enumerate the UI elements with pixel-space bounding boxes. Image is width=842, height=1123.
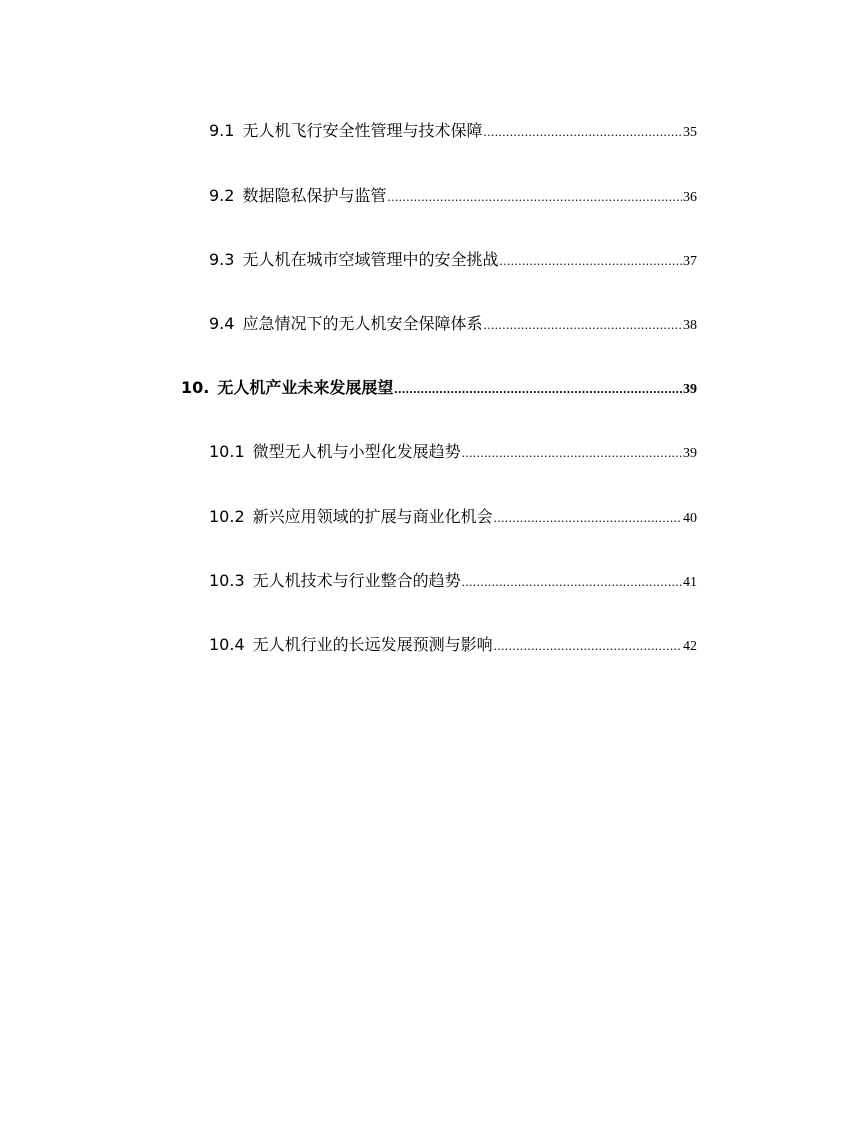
toc-entry-10[interactable] (181, 375, 697, 398)
toc-entry-page-number: 41 (683, 575, 697, 590)
toc-entry-9-1[interactable] (209, 118, 697, 141)
toc-entry-title (209, 632, 493, 655)
toc-entry-title (209, 183, 386, 206)
toc-entry-text: 应急情况下的无人机安全保障体系 (242, 314, 483, 333)
toc-entry-page-number: 42 (683, 639, 697, 654)
toc-entry-number: 9.2 (209, 186, 235, 205)
toc-entry-9-2[interactable] (209, 183, 697, 206)
toc-entry-title (209, 247, 498, 270)
toc-entry-number: 9.3 (209, 250, 235, 269)
toc-entry-text: 无人机行业的长远发展预测与影响 (252, 635, 493, 654)
toc-entry-text: 无人机在城市空域管理中的安全挑战 (242, 250, 499, 269)
toc-entry-text: 微型无人机与小型化发展趋势 (252, 442, 461, 461)
dot-leader (387, 189, 682, 205)
toc-entry-text: 数据隐私保护与监管 (242, 186, 387, 205)
toc-entry-10-3[interactable] (209, 568, 697, 591)
toc-entry-text: 无人机产业未来发展展望 (217, 378, 394, 397)
dot-leader (462, 574, 682, 590)
dot-leader (499, 253, 682, 269)
toc-entry-page-number: 40 (683, 511, 697, 526)
dot-leader (483, 317, 682, 333)
toc-entry-number: 9.1 (209, 121, 235, 140)
dot-leader (483, 124, 682, 140)
toc-entry-10-1[interactable] (209, 439, 697, 462)
toc-entry-text: 无人机技术与行业整合的趋势 (252, 571, 461, 590)
toc-entry-number: 10.4 (209, 635, 245, 654)
toc-entry-number: 10. (181, 378, 210, 397)
toc-entry-text: 无人机飞行安全性管理与技术保障 (242, 121, 483, 140)
toc-entry-10-2[interactable] (209, 504, 697, 527)
toc-entry-page-number: 38 (683, 318, 697, 333)
toc-entry-title (209, 311, 482, 334)
dot-leader (394, 381, 682, 397)
toc-entry-number: 10.2 (209, 507, 245, 526)
dot-leader (494, 510, 682, 526)
toc-entry-number: 10.3 (209, 571, 245, 590)
dot-leader (494, 638, 682, 654)
toc-entry-10-4[interactable] (209, 632, 697, 655)
toc-entry-page-number: 37 (683, 254, 697, 269)
toc-entry-page-number: 36 (683, 190, 697, 205)
toc-entry-title (209, 118, 482, 141)
toc-entry-number: 10.1 (209, 442, 245, 461)
toc-entry-title (209, 568, 461, 591)
toc-entry-title (181, 375, 393, 398)
toc-entry-title (209, 504, 493, 527)
toc-entry-number: 9.4 (209, 314, 235, 333)
toc-entry-page-number: 35 (683, 125, 697, 140)
dot-leader (462, 445, 682, 461)
toc-entry-page-number: 39 (683, 382, 697, 397)
toc-entry-page-number: 39 (683, 446, 697, 461)
toc-entry-9-4[interactable] (209, 311, 697, 334)
toc-entry-title (209, 439, 461, 462)
toc-entry-9-3[interactable] (209, 247, 697, 270)
toc-entry-text: 新兴应用领域的扩展与商业化机会 (252, 507, 493, 526)
